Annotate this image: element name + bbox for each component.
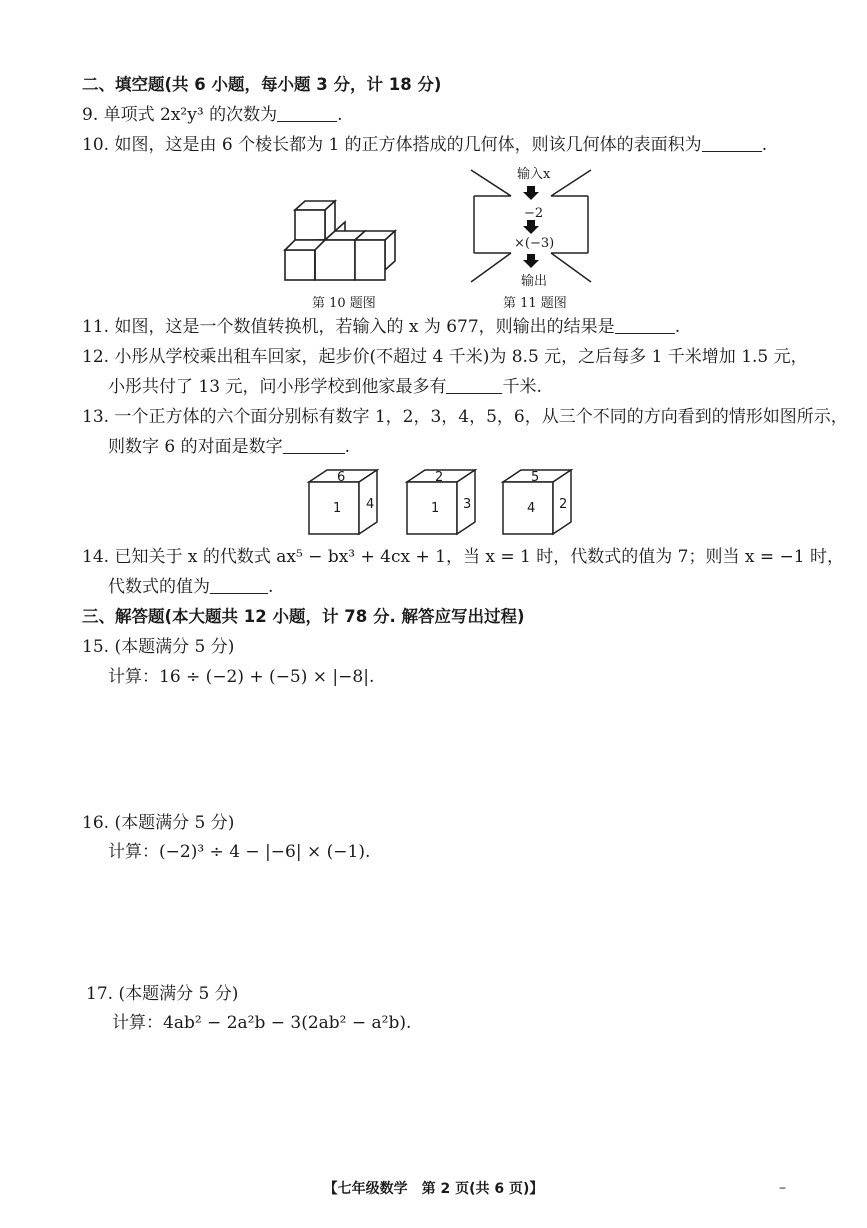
cube1-side-number: 4: [366, 497, 375, 512]
cube3-side-number: 2: [559, 497, 568, 512]
q9-end: .: [337, 105, 343, 125]
q14-end: .: [268, 577, 274, 597]
q9-text: 9. 单项式 2x²y³ 的次数为: [82, 105, 278, 125]
q13-answer-blank[interactable]: [283, 437, 345, 454]
q14-text: 代数式的值为: [108, 577, 210, 597]
fig11-output-label: 输出: [521, 274, 548, 289]
question-10: [82, 134, 767, 156]
q11-text: 11. 如图，这是一个数值转换机，若输入的 x 为 677，则输出的结果是: [82, 317, 615, 337]
cube3-top-number: 5: [531, 470, 540, 485]
q12-answer-blank[interactable]: [446, 377, 502, 394]
q10-text: 10. 如图，这是由 6 个棱长都为 1 的正方体搭成的几何体，则该几何体的表面积为: [82, 135, 702, 155]
question-14-line1: 14. 已知关于 x 的代数式 ax⁵ − bx³ + 4cx + 1，当 x = 1 时，代数式的值为 7；则当 x = −1 时，: [82, 547, 844, 567]
question-13-line1: 13. 一个正方体的六个面分别标有数字 1，2，3，4，5，6，从三个不同的方向看到的情形如图所示，: [82, 407, 848, 427]
fig10-cubes-diagram: [280, 195, 400, 290]
fig11-step-subtract: −2: [524, 206, 544, 221]
fig11-step-multiply: ×(−3): [514, 236, 555, 251]
cube2-top-number: 2: [435, 470, 444, 485]
cube1-top-number: 6: [337, 470, 346, 485]
question-17-header: 17. (本题满分 5 分): [86, 984, 239, 1004]
q12-end: 千米.: [502, 377, 542, 397]
section3-title: 三、解答题(本大题共 12 小题，计 78 分. 解答应写出过程): [82, 607, 525, 626]
cube1-front-number: 1: [333, 501, 342, 516]
footer-mark: –: [779, 1180, 786, 1196]
q13-end: .: [344, 437, 351, 457]
q9-answer-blank[interactable]: [277, 105, 337, 122]
question-12-line2: [108, 376, 542, 398]
page-footer: 【七年级数学 第 2 页(共 6 页)】: [323, 1181, 544, 1197]
question-12-line1: 12. 小彤从学校乘出租车回家，起步价(不超过 4 千米)为 8.5 元，之后每多 1 千米增加 1.5 元，: [82, 347, 808, 367]
cube2-front-number: 1: [431, 501, 440, 516]
question-15-header: 15. (本题满分 5 分): [82, 637, 235, 657]
cube3-front-number: 4: [527, 501, 536, 516]
q14-answer-blank[interactable]: [210, 577, 268, 594]
q10-end: .: [761, 135, 768, 155]
question-9: [82, 104, 342, 126]
fig10-caption: 第 10 题图: [312, 296, 376, 311]
section2-title: 二、填空题(共 6 小题，每小题 3 分，计 18 分): [82, 75, 442, 94]
q13-cube-views: [305, 466, 585, 538]
q12-text: 小彤共付了 13 元，问小彤学校到他家最多有: [108, 377, 447, 397]
question-17-body: 计算：4ab² − 2a²b − 3(2ab² − a²b).: [112, 1013, 412, 1033]
q11-end: .: [674, 317, 681, 337]
q10-answer-blank[interactable]: [702, 135, 762, 152]
fig11-input-label: 输入x: [517, 167, 551, 182]
question-13-line2: [108, 436, 350, 458]
question-16-body: 计算：(−2)³ ÷ 4 − |−6| × (−1).: [108, 842, 371, 862]
question-15-body: 计算：16 ÷ (−2) + (−5) × |−8|.: [108, 667, 375, 687]
cube2-side-number: 3: [463, 497, 472, 512]
q11-answer-blank[interactable]: [615, 317, 675, 334]
question-11: [82, 316, 680, 338]
question-14-line2: [108, 576, 273, 598]
fig11-caption: 第 11 题图: [503, 296, 567, 311]
question-16-header: 16. (本题满分 5 分): [82, 813, 235, 833]
q13-text: 则数字 6 的对面是数字: [108, 437, 283, 457]
